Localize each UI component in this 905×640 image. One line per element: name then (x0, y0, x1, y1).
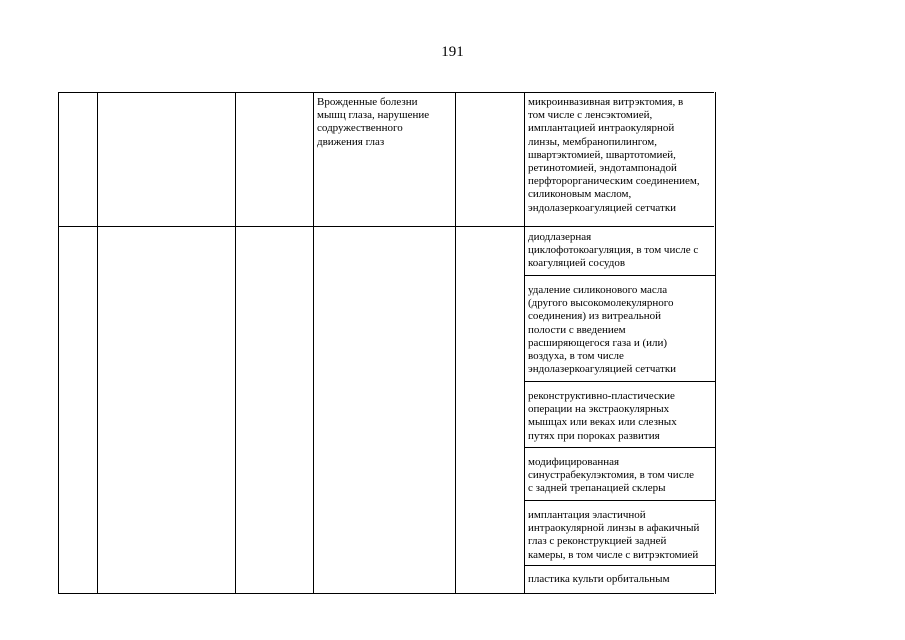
cell-line: эндолазеркоагуляцией сетчатки (528, 201, 677, 214)
cell-line: путях при пороках развития (528, 429, 660, 442)
cell-line: микроинвазивная витрэктомия, в (528, 96, 684, 108)
cell-line: синустрабекулэктомия, в том числе (528, 469, 694, 482)
column-divider (58, 92, 59, 594)
treatment-cell (528, 456, 694, 496)
cell-line: воздуха, в том числе (528, 350, 624, 363)
cell-line: удаление силиконового масла (528, 284, 668, 296)
cell-line: пластика культи орбитальным (528, 573, 670, 585)
cell-line: мышцах или веках или слезных (528, 416, 677, 429)
cell-line: содружественного (317, 122, 403, 135)
cell-line: интраокулярной линзы в афакичный (528, 522, 700, 535)
treatment-cell (528, 509, 699, 562)
table-top-border (58, 92, 714, 93)
cell-line: операции на экстраокулярных (528, 403, 670, 416)
cell-line: с задней трепанацией склеры (528, 482, 666, 495)
treatment-cell (528, 284, 676, 376)
table-bottom-border (58, 593, 714, 594)
cell-line: швартэктомией, швартотомией, (528, 148, 676, 161)
treatment-row-divider (524, 381, 716, 382)
treatment-row-divider (524, 447, 716, 448)
column-divider (313, 92, 314, 594)
treatment-cell (528, 573, 670, 586)
cell-line: камеры, в том числе с витрэктомией (528, 548, 699, 561)
cell-line: перфторорганическим соединением, (528, 175, 700, 188)
treatment-cell (528, 390, 677, 443)
cell-line: соединения) из витреальной (528, 310, 662, 323)
column-divider (715, 92, 716, 594)
column-divider (524, 92, 525, 594)
cell-line: полости с введением (528, 323, 626, 336)
cell-line: эндолазеркоагуляцией сетчатки (528, 363, 677, 376)
cell-line: глаз с реконструкцией задней (528, 535, 667, 548)
column-divider (455, 92, 456, 594)
cell-line: силиконовым маслом, (528, 188, 632, 201)
cell-line: коагуляцией сосудов (528, 257, 626, 270)
cell-line: линзы, мембранопилингом, (528, 135, 657, 148)
cell-line: расширяющегося газа и (или) (528, 336, 668, 349)
treatment-cell (528, 231, 698, 271)
treatment-cell (528, 96, 700, 215)
treatment-row-divider (524, 565, 716, 566)
cell-line: движения глаз (317, 135, 385, 148)
cell-line: имплантацией интраокулярной (528, 122, 675, 135)
treatment-row-divider (524, 275, 716, 276)
column-divider (97, 92, 98, 594)
column-divider (235, 92, 236, 594)
cell-line: (другого высокомолекулярного (528, 297, 674, 310)
cell-line: мышц глаза, нарушение (317, 109, 430, 122)
treatment-row-divider (524, 500, 716, 501)
page-number: 191 (441, 44, 464, 60)
cell-line: реконструктивно-пластические (528, 390, 675, 402)
disease-cell (317, 96, 429, 149)
cell-line: имплантация эластичной (528, 509, 646, 521)
row-divider (58, 226, 714, 227)
cell-line: том числе с ленсэктомией, (528, 109, 653, 122)
cell-line: модифицированная (528, 456, 620, 468)
cell-line: ретинотомией, эндотампонадой (528, 162, 677, 175)
cell-line: Врожденные болезни (317, 96, 418, 108)
cell-line: диодлазерная (528, 231, 592, 243)
cell-line: циклофотокоагуляция, в том числе с (528, 244, 699, 257)
